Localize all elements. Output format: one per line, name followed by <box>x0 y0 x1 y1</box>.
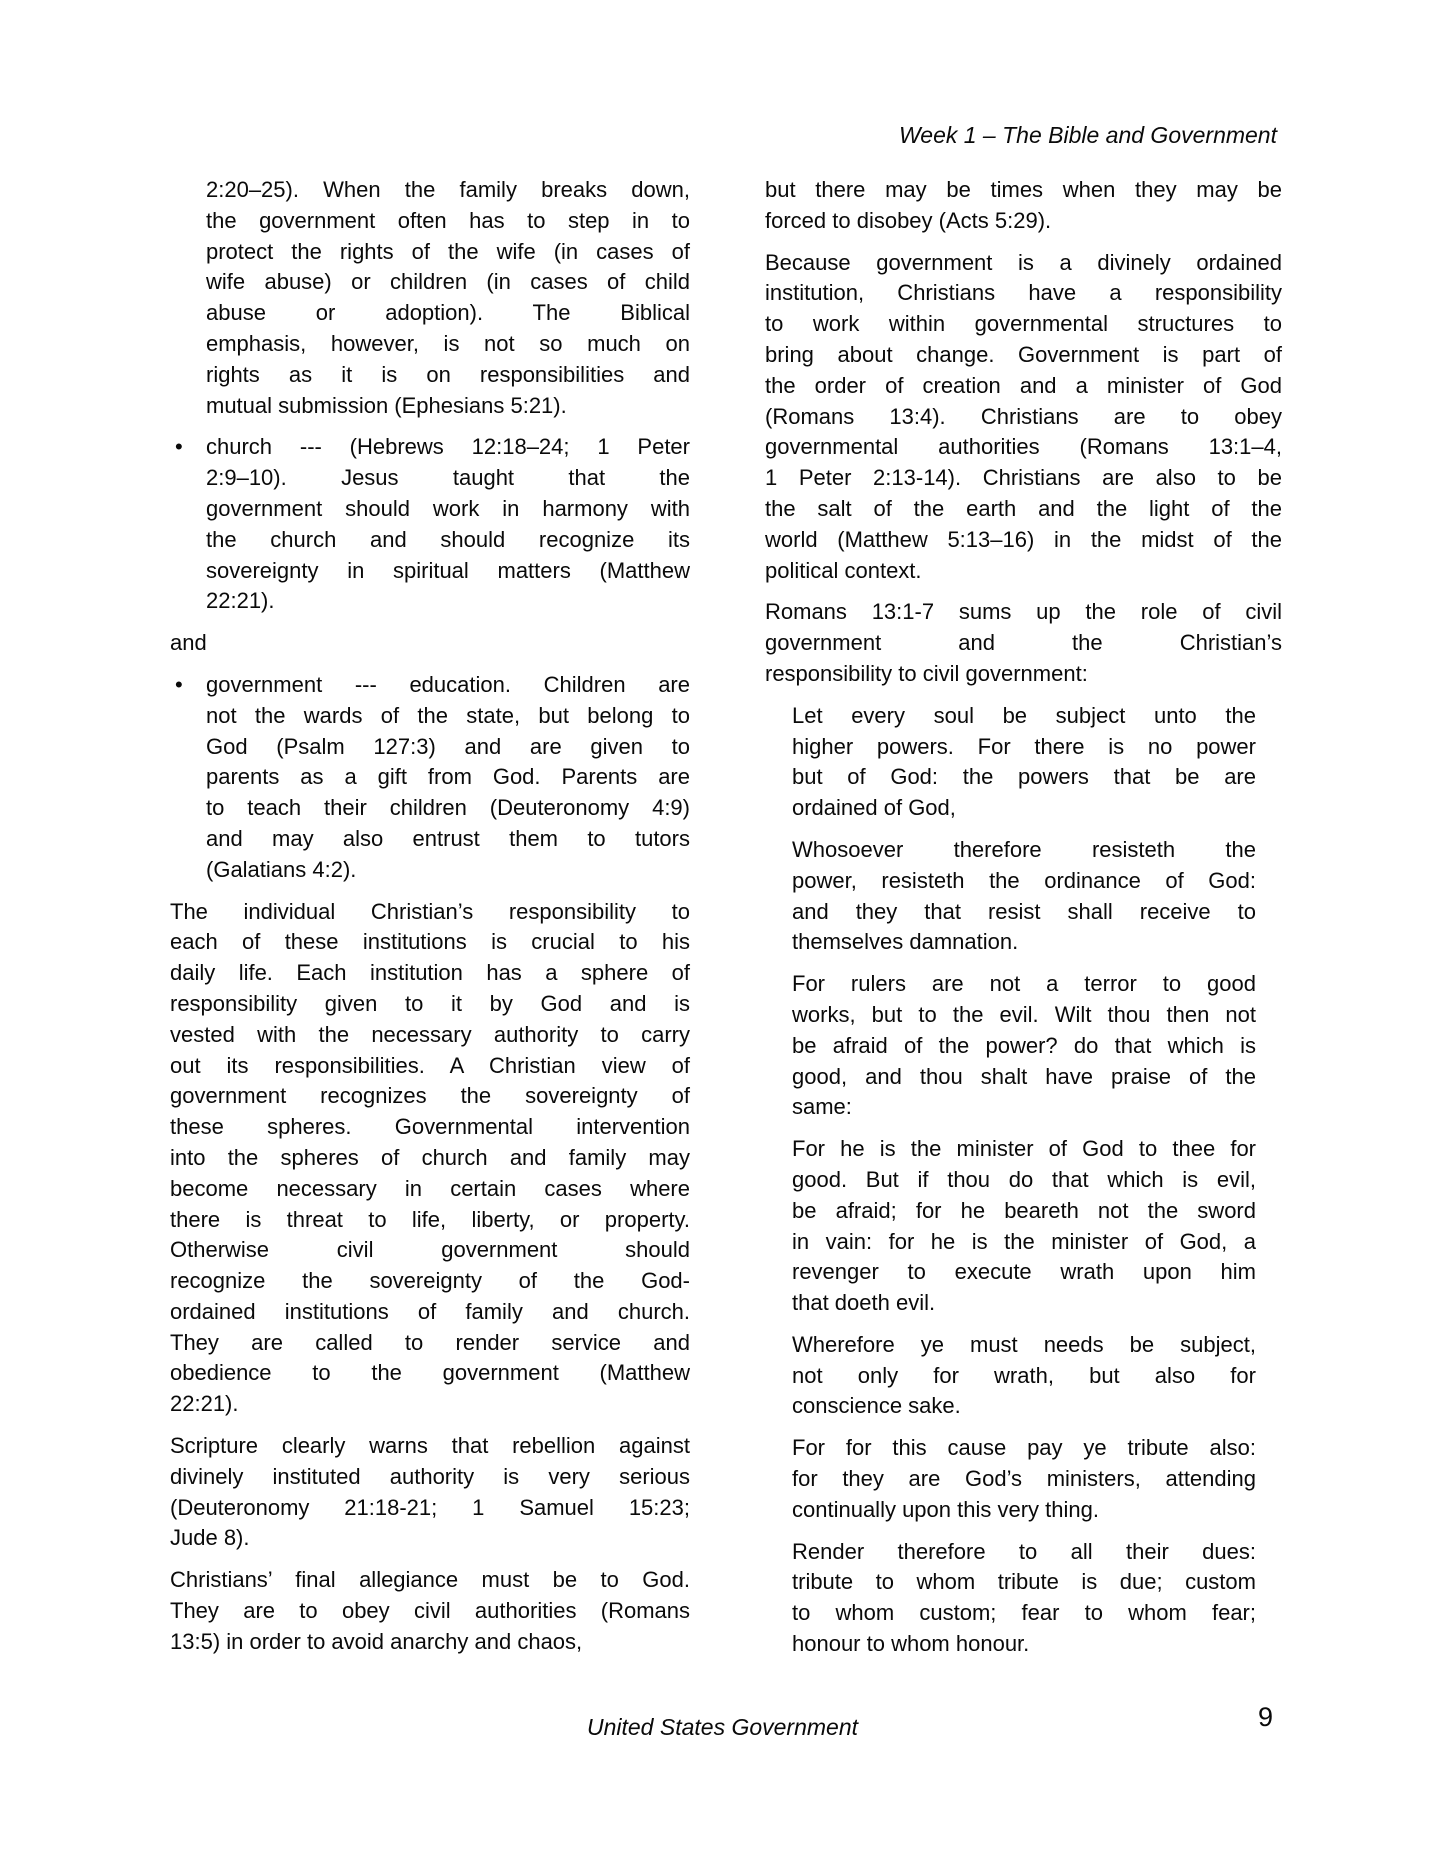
text-line: themselves damnation. <box>792 929 1019 955</box>
text-line: daily life. Each institution has a sphere of <box>170 960 690 986</box>
text-line: political context. <box>765 557 922 583</box>
text-line: and <box>170 630 207 656</box>
paragraph-text <box>792 835 1256 958</box>
text-line: that doeth evil. <box>792 1290 936 1316</box>
text-line: governmental authorities (Romans 13:1–4, <box>765 434 1282 460</box>
text-line: 2:9–10). Jesus taught that the <box>206 465 690 491</box>
text-line: to whom custom; fear to whom fear; <box>792 1600 1256 1626</box>
paragraph-text <box>792 969 1256 1123</box>
text-line: the church and should recognize its <box>206 526 690 552</box>
text-line: works, but to the evil. Wilt thou then not <box>792 1001 1256 1027</box>
text-line: Otherwise civil government should <box>170 1237 690 1263</box>
text-line: protect the rights of the wife (in cases of <box>206 238 690 264</box>
paragraph-text <box>765 248 1282 587</box>
text-line: responsibility to civil government: <box>765 660 1088 686</box>
scripture-quote <box>765 1537 1282 1660</box>
scripture-quote <box>765 1330 1282 1422</box>
paragraph-text <box>170 1565 690 1657</box>
paragraph-text <box>170 897 690 1421</box>
paragraph-text <box>792 1330 1256 1422</box>
bullet-icon: • <box>175 671 183 697</box>
text-line: not only for wrath, but also for <box>792 1362 1256 1388</box>
page-number: 9 <box>1257 1702 1273 1732</box>
text-line: continually upon this very thing. <box>792 1496 1099 1522</box>
text-line: (Deuteronomy 21:18-21; 1 Samuel 15:23; <box>170 1494 690 1520</box>
text-line: vested with the necessary authority to carry <box>170 1021 690 1047</box>
text-line: government --- education. Children are <box>206 671 690 697</box>
text-line: in vain: for he is the minister of God, a <box>792 1228 1256 1254</box>
text-line: They are called to render service and <box>170 1329 690 1355</box>
text-line: power, resisteth the ordinance of God: <box>792 867 1256 893</box>
text-line: higher powers. For there is no power <box>792 733 1256 759</box>
text-line: Let every soul be subject unto the <box>792 702 1256 728</box>
text-line: the government often has to step in to <box>206 207 690 233</box>
text-line: become necessary in certain cases where <box>170 1175 690 1201</box>
text-line: recognize the sovereignty of the God- <box>170 1268 690 1294</box>
text-line: 1 Peter 2:13-14). Christians are also to be <box>765 465 1282 491</box>
text-line: honour to whom honour. <box>792 1631 1030 1657</box>
text-line: bring about change. Government is part of <box>765 341 1282 367</box>
bullet-item <box>170 670 690 886</box>
text-line: For he is the minister of God to thee for <box>792 1136 1256 1162</box>
text-line: institution, Christians have a responsibility <box>765 280 1282 306</box>
text-line: God (Psalm 127:3) and are given to <box>206 733 690 759</box>
text-line: Because government is a divinely ordained <box>765 249 1282 275</box>
text-line: good. But if thou do that which is evil, <box>792 1166 1256 1192</box>
text-line: Jude 8). <box>170 1525 250 1551</box>
text-line: Christians’ final allegiance must be to God. <box>170 1567 690 1593</box>
paragraph <box>765 175 1282 237</box>
text-line: mutual submission (Ephesians 5:21). <box>206 392 567 418</box>
paragraph <box>170 897 690 1421</box>
text-line: sovereignty in spiritual matters (Matthew <box>206 557 690 583</box>
paragraph <box>765 597 1282 689</box>
paragraph-text <box>206 670 690 886</box>
paragraph-text <box>765 597 1282 689</box>
text-line: ordained institutions of family and church. <box>170 1298 690 1324</box>
text-line: world (Matthew 5:13–16) in the midst of the <box>765 526 1282 552</box>
text-line: church --- (Hebrews 12:18–24; 1 Peter <box>206 434 690 460</box>
text-line: (Galatians 4:2). <box>206 856 357 882</box>
text-line: revenger to execute wrath upon him <box>792 1259 1256 1285</box>
text-line: parents as a gift from God. Parents are <box>206 764 690 790</box>
text-line: 2:20–25). When the family breaks down, <box>206 177 690 202</box>
text-line: and may also entrust them to tutors <box>206 825 690 851</box>
text-line: (Romans 13:4). Christians are to obey <box>765 403 1282 429</box>
paragraph-text <box>792 701 1256 824</box>
scripture-quote <box>765 969 1282 1123</box>
paragraph <box>170 175 690 421</box>
text-line: rights as it is on responsibilities and <box>206 361 690 387</box>
paragraph-text <box>792 1134 1256 1319</box>
text-line: Romans 13:1-7 sums up the role of civil <box>765 599 1282 625</box>
text-line: Render therefore to all their dues: <box>792 1538 1256 1564</box>
paragraph-text <box>170 628 690 659</box>
text-line: Scripture clearly warns that rebellion against <box>170 1433 690 1459</box>
paragraph-text <box>765 175 1282 237</box>
text-line: but there may be times when they may be <box>765 177 1282 202</box>
text-line: For for this cause pay ye tribute also: <box>792 1435 1256 1461</box>
footer-book-title: United States Government <box>586 1714 859 1740</box>
paragraph <box>170 1565 690 1657</box>
text-line: but of God: the powers that be are <box>792 764 1256 790</box>
text-line: tribute to whom tribute is due; custom <box>792 1569 1256 1595</box>
text-line: each of these institutions is crucial to his <box>170 929 690 955</box>
scripture-quote <box>765 1433 1282 1525</box>
text-line: be afraid; for he beareth not the sword <box>792 1197 1256 1223</box>
text-line: ordained of God, <box>792 795 956 821</box>
text-line: divinely instituted authority is very serious <box>170 1463 690 1489</box>
text-line: forced to disobey (Acts 5:29). <box>765 207 1052 233</box>
text-line: government recognizes the sovereignty of <box>170 1083 690 1109</box>
text-line: out its responsibilities. A Christian view of <box>170 1052 690 1078</box>
paragraph <box>170 1431 690 1554</box>
text-line: abuse or adoption). The Biblical <box>206 300 690 326</box>
text-line: the salt of the earth and the light of the <box>765 495 1282 521</box>
text-line: not the wards of the state, but belong to <box>206 702 690 728</box>
text-line: and they that resist shall receive to <box>792 898 1256 924</box>
paragraph-text <box>206 175 690 421</box>
text-line: government and the Christian’s <box>765 630 1282 656</box>
text-line: same: <box>792 1094 852 1120</box>
text-line: responsibility given to it by God and is <box>170 990 690 1016</box>
text-line: conscience sake. <box>792 1393 961 1419</box>
page-header: Week 1 – The Bible and Government <box>898 122 1277 148</box>
scripture-quote <box>765 701 1282 824</box>
text-line: emphasis, however, is not so much on <box>206 330 690 356</box>
text-line: Wherefore ye must needs be subject, <box>792 1331 1256 1357</box>
text-line: For rulers are not a terror to good <box>792 971 1256 997</box>
text-line: to work within governmental structures to <box>765 311 1282 337</box>
text-line: 22:21). <box>206 588 275 614</box>
scripture-quote <box>765 1134 1282 1319</box>
text-line: for they are God’s ministers, attending <box>792 1466 1256 1492</box>
text-line: They are to obey civil authorities (Romans <box>170 1598 690 1624</box>
text-line: government should work in harmony with <box>206 495 690 521</box>
text-line: good, and thou shalt have praise of the <box>792 1063 1256 1089</box>
bullet-item <box>170 432 690 617</box>
bullet-icon: • <box>175 434 183 460</box>
text-line: 22:21). <box>170 1391 239 1417</box>
scripture-quote <box>765 835 1282 958</box>
right-column <box>765 175 1282 1660</box>
text-line: be afraid of the power? do that which is <box>792 1032 1256 1058</box>
paragraph-text <box>206 432 690 617</box>
text-line: to teach their children (Deuteronomy 4:9) <box>206 795 690 821</box>
text-line: 13:5) in order to avoid anarchy and chaos, <box>170 1628 583 1654</box>
paragraph-text <box>792 1537 1256 1660</box>
paragraph-text <box>170 1431 690 1554</box>
paragraph <box>170 628 690 659</box>
text-line: into the spheres of church and family may <box>170 1144 690 1170</box>
text-line: the order of creation and a minister of God <box>765 372 1282 398</box>
text-line: The individual Christian’s responsibility to <box>170 898 690 924</box>
text-line: Whosoever therefore resisteth the <box>792 836 1256 862</box>
left-column <box>170 175 690 1658</box>
text-line: these spheres. Governmental intervention <box>170 1114 690 1140</box>
paragraph <box>765 248 1282 587</box>
text-line: there is threat to life, liberty, or property. <box>170 1206 690 1232</box>
text-line: wife abuse) or children (in cases of child <box>206 269 690 295</box>
paragraph-text <box>792 1433 1256 1525</box>
text-line: obedience to the government (Matthew <box>170 1360 690 1386</box>
